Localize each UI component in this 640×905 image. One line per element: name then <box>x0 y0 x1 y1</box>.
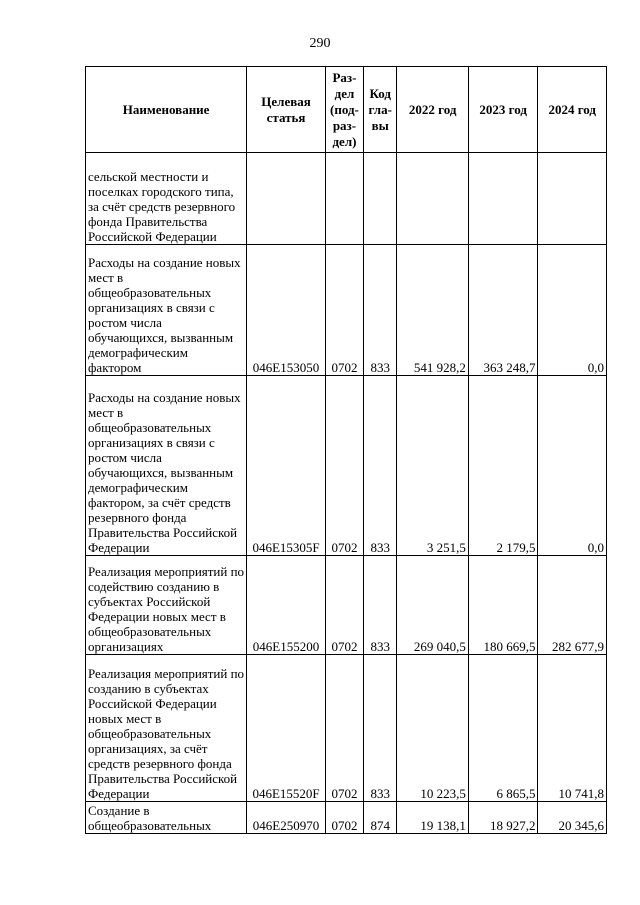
header-chapter: Код гла-вы <box>364 67 397 153</box>
row-section: 0702 <box>325 376 363 556</box>
row-2022: 269 040,5 <box>397 556 469 655</box>
row-article: 046E15520F <box>247 655 326 802</box>
row-2023 <box>468 153 538 245</box>
row-name: Реализация мероприятий по содействию созданию в субъектах Российской Федерации новых мест в общеобразовательных организациях <box>86 556 247 655</box>
row-2024: 0,0 <box>538 245 607 376</box>
table-row <box>86 556 607 655</box>
row-chapter: 874 <box>364 802 397 834</box>
row-chapter: 833 <box>364 556 397 655</box>
table-row <box>86 802 607 834</box>
row-2022: 3 251,5 <box>397 376 469 556</box>
row-section <box>325 153 363 245</box>
row-2022 <box>397 153 469 245</box>
row-article: 046E155200 <box>247 556 326 655</box>
row-name: Реализация мероприятий по созданию в субъектах Российской Федерации новых мест в общеобразовательных организациях, за счёт средств резервного фонда Правительства Российской Федерации <box>86 655 247 802</box>
header-2023: 2023 год <box>468 67 538 153</box>
header-article: Целевая статья <box>247 67 326 153</box>
row-chapter: 833 <box>364 376 397 556</box>
row-article: 046E15305F <box>247 376 326 556</box>
row-section: 0702 <box>325 655 363 802</box>
row-article: 046E153050 <box>247 245 326 376</box>
page-number: 290 <box>309 36 331 51</box>
row-section: 0702 <box>325 802 363 834</box>
row-2023: 18 927,2 <box>468 802 538 834</box>
header-2022: 2022 год <box>397 67 469 153</box>
row-2022: 19 138,1 <box>397 802 469 834</box>
row-2023: 180 669,5 <box>468 556 538 655</box>
header-section: Раз-дел (под-раз-дел) <box>325 67 363 153</box>
row-section: 0702 <box>325 556 363 655</box>
row-2024 <box>538 153 607 245</box>
table-header-row <box>86 67 607 153</box>
row-chapter: 833 <box>364 655 397 802</box>
row-article: 046E250970 <box>247 802 326 834</box>
row-2022: 10 223,5 <box>397 655 469 802</box>
row-section: 0702 <box>325 245 363 376</box>
row-2023: 6 865,5 <box>468 655 538 802</box>
row-2022: 541 928,2 <box>397 245 469 376</box>
row-chapter <box>364 153 397 245</box>
row-name: Расходы на создание новых мест в общеобразовательных организациях в связи с ростом числа обучающихся, вызванным демографическим фактором <box>86 245 247 376</box>
header-2024: 2024 год <box>538 67 607 153</box>
table-row <box>86 153 607 245</box>
row-2024: 20 345,6 <box>538 802 607 834</box>
table-row <box>86 245 607 376</box>
row-name: Расходы на создание новых мест в общеобразовательных организациях в связи с ростом числа обучающихся, вызванным демографическим фактором, за счёт средств резервного фонда Правительства Российской Федерации <box>86 376 247 556</box>
row-article <box>247 153 326 245</box>
table-row <box>86 655 607 802</box>
row-2024: 282 677,9 <box>538 556 607 655</box>
row-2023: 363 248,7 <box>468 245 538 376</box>
table-row <box>86 376 607 556</box>
row-2024: 0,0 <box>538 376 607 556</box>
header-name: Наименование <box>86 67 247 153</box>
budget-table <box>85 66 607 834</box>
row-chapter: 833 <box>364 245 397 376</box>
row-name: Создание в общеобразовательных <box>86 802 247 834</box>
row-2023: 2 179,5 <box>468 376 538 556</box>
row-name: сельской местности и поселках городского типа, за счёт средств резервного фонда Правительства Российской Федерации <box>86 153 247 245</box>
row-2024: 10 741,8 <box>538 655 607 802</box>
